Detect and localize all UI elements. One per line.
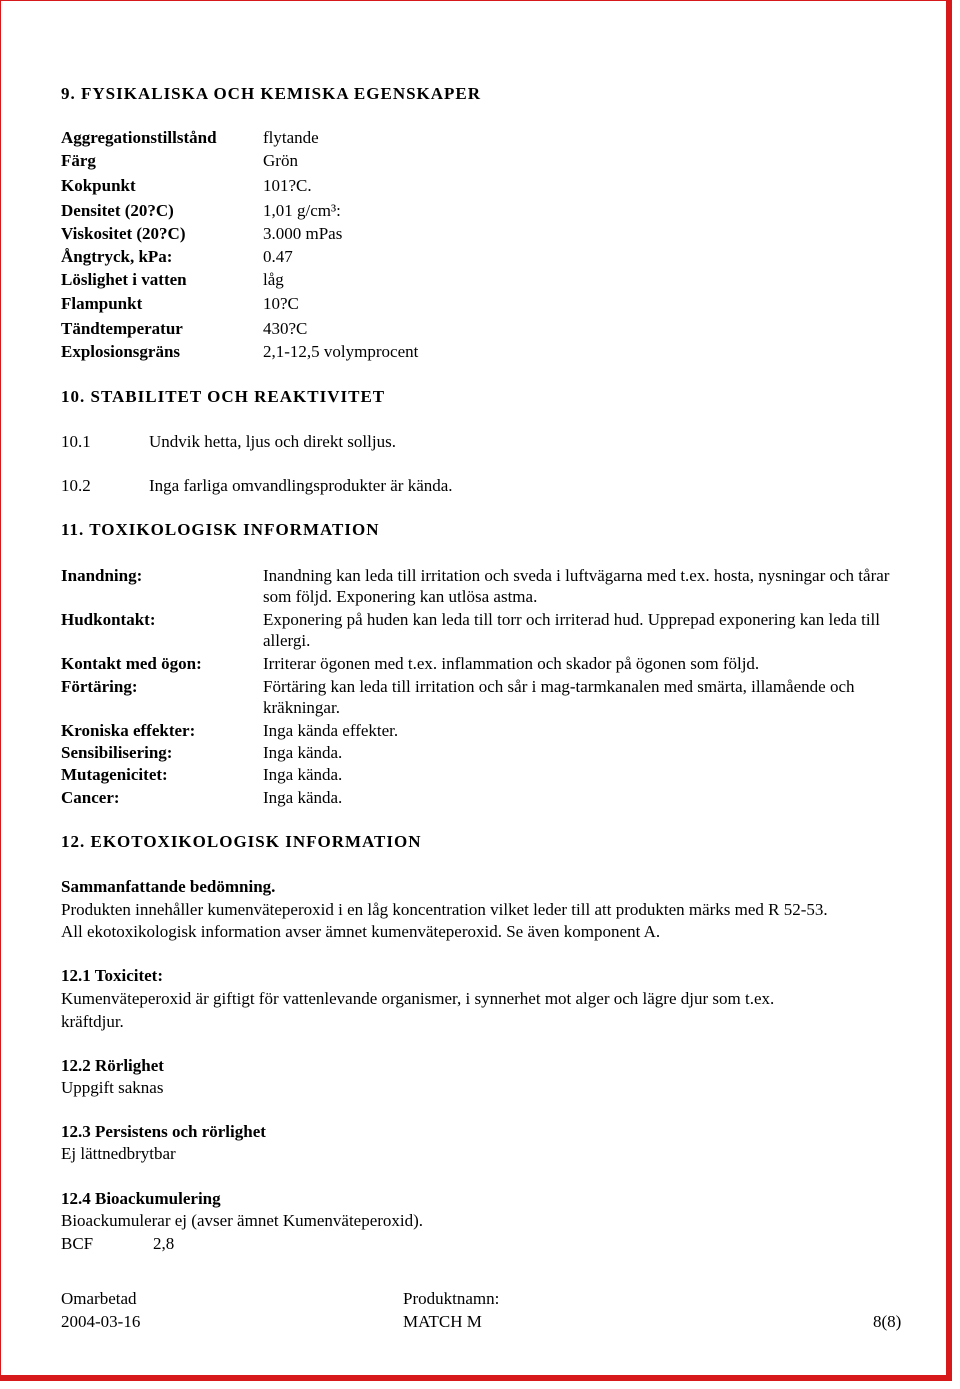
bcf-value: 2,8 xyxy=(153,1234,175,1253)
tox-text: Inandning kan leda till irritation och sveda i luftvägarna med t.ex. hosta, nysningar och tårar som följd. Exponering kan utlösa astma. xyxy=(263,566,890,606)
footer-product-name: MATCH M xyxy=(403,1312,482,1331)
toxicity-line: Kumenväteperoxid är giftigt för vattenlevande organismer, i synnerhet mot alger och lägre djur som t.ex. xyxy=(61,989,775,1008)
tox-label: Sensibilisering: xyxy=(61,743,173,762)
summary-line: Produkten innehåller kumenväteperoxid i en låg koncentration vilket leder till att produkten märks med R 52-53. xyxy=(61,900,828,919)
toxicity-line: kräftdjur. xyxy=(61,1012,124,1031)
tox-label: Mutagenicitet: xyxy=(61,765,168,784)
persistence-text: Ej lättnedbrytbar xyxy=(61,1144,176,1163)
prop-value: 2,1-12,5 volymprocent xyxy=(263,342,419,361)
tox-label: Kontakt med ögon: xyxy=(61,654,202,673)
footer-product-label: Produktnamn: xyxy=(403,1289,500,1308)
tox-label: Inandning: xyxy=(61,566,143,585)
item-text: Undvik hetta, ljus och direkt solljus. xyxy=(149,432,396,451)
bcf-label: BCF xyxy=(61,1234,94,1253)
footer-page-number: 8(8) xyxy=(873,1312,902,1331)
tox-text: Förtäring kan leda till irritation och sår i mag-tarmkanalen med smärta, illamående och kräkningar. xyxy=(263,677,855,717)
footer-revised-label: Omarbetad xyxy=(61,1289,137,1308)
tox-text: Inga kända effekter. xyxy=(263,721,399,740)
mobility-title: 12.2 Rörlighet xyxy=(61,1056,164,1075)
toxicity-title: 12.1 Toxicitet: xyxy=(61,966,163,985)
prop-label: Ångtryck, kPa: xyxy=(61,247,173,266)
prop-value: 101?C. xyxy=(263,176,312,195)
prop-label: Viskositet (20?C) xyxy=(61,224,186,243)
tox-label: Hudkontakt: xyxy=(61,610,156,629)
mobility-text: Uppgift saknas xyxy=(61,1078,164,1097)
section-11-heading: 11. TOXIKOLOGISK INFORMATION xyxy=(61,520,380,539)
prop-value: 430?C xyxy=(263,319,308,338)
prop-label: Aggregationstillstånd xyxy=(61,128,217,147)
item-text: Inga farliga omvandlingsprodukter är kända. xyxy=(149,476,453,495)
tox-text: Inga kända. xyxy=(263,765,343,784)
prop-value: 1,01 g/cm³: xyxy=(263,201,341,220)
tox-text: Exponering på huden kan leda till torr och irriterad hud. Upprepad exponering kan leda till allergi. xyxy=(263,610,880,650)
section-10-heading: 10. STABILITET OCH REAKTIVITET xyxy=(61,387,386,406)
prop-label: Tändtemperatur xyxy=(61,319,183,338)
summary-line: All ekotoxikologisk information avser ämnet kumenväteperoxid. Se även komponent A. xyxy=(61,922,661,941)
tox-label: Kroniska effekter: xyxy=(61,721,196,740)
tox-label: Förtäring: xyxy=(61,677,138,696)
tox-text: Inga kända. xyxy=(263,788,343,807)
prop-label: Flampunkt xyxy=(61,294,143,313)
section-12-heading: 12. EKOTOXIKOLOGISK INFORMATION xyxy=(61,832,422,851)
prop-value: låg xyxy=(263,270,284,289)
section-9-heading: 9. FYSIKALISKA OCH KEMISKA EGENSKAPER xyxy=(61,84,482,103)
summary-title: Sammanfattande bedömning. xyxy=(61,877,276,896)
item-number: 10.2 xyxy=(61,476,91,495)
prop-label: Densitet (20?C) xyxy=(61,201,174,220)
prop-label: Löslighet i vatten xyxy=(61,270,187,289)
tox-label: Cancer: xyxy=(61,788,120,807)
prop-value: 3.000 mPas xyxy=(263,224,343,243)
tox-text: Inga kända. xyxy=(263,743,343,762)
prop-value: 10?C xyxy=(263,294,299,313)
bioacc-text: Bioackumulerar ej (avser ämnet Kumenväteperoxid). xyxy=(61,1211,424,1230)
prop-value: 0.47 xyxy=(263,247,293,266)
prop-value: flytande xyxy=(263,128,319,147)
item-number: 10.1 xyxy=(61,432,91,451)
tox-text: Irriterar ögonen med t.ex. inflammation och skador på ögonen som följd. xyxy=(263,654,760,673)
prop-value: Grön xyxy=(263,151,298,170)
prop-label: Explosionsgräns xyxy=(61,342,181,361)
persistence-title: 12.3 Persistens och rörlighet xyxy=(61,1122,266,1141)
prop-label: Färg xyxy=(61,151,96,170)
bioacc-title: 12.4 Bioackumulering xyxy=(61,1189,221,1208)
footer-revised-date: 2004-03-16 xyxy=(61,1312,141,1331)
prop-label: Kokpunkt xyxy=(61,176,136,195)
